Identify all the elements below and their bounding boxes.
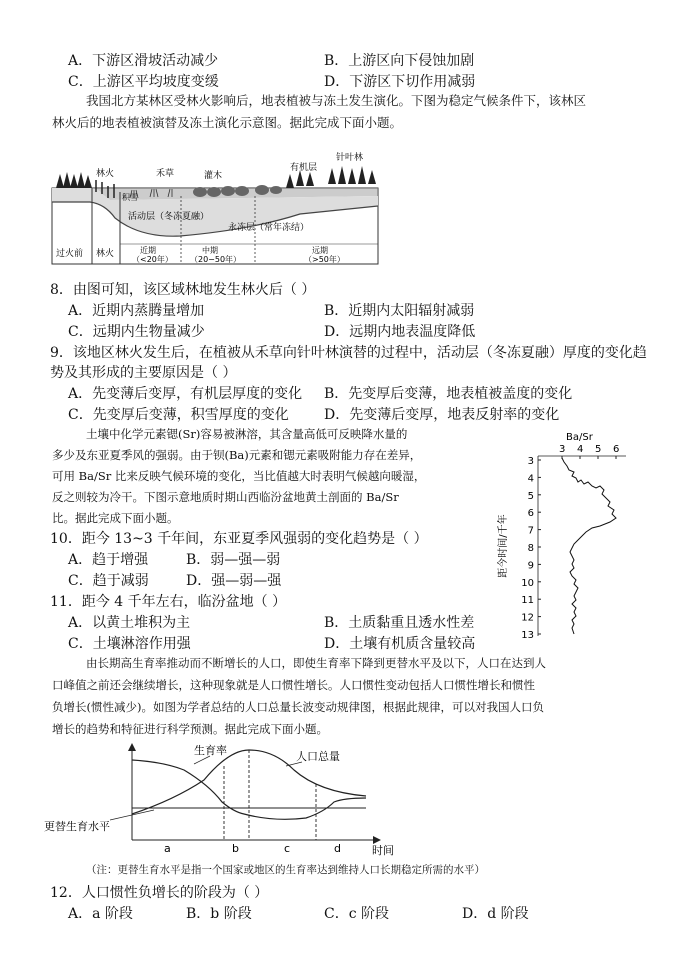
prev-option-c: C．上游区平均坡度变缓 [68, 74, 219, 90]
label-birth-rate: 生育率 [194, 744, 227, 757]
succession-diagram [50, 152, 380, 268]
y-tick-label: 5 [527, 490, 534, 502]
population-inertia-diagram [44, 740, 424, 858]
q12-stem: 12．人口惯性负增长的阶段为（ ） [50, 885, 269, 901]
q9-option-c: C．先变厚后变薄，积雪厚度的变化 [68, 407, 289, 423]
label-conifer: 针叶林 [336, 153, 364, 163]
passage3-line3: 负增长(惯性减少)。如图为学者总结的人口总量长波变动规律图，根据此规律，可以对我国人口负 [52, 700, 544, 714]
q12-option-a: A．a 阶段 [68, 906, 133, 922]
passage2-line4: 反之则较为冷干。下图示意地质时期山西临汾盆地黄土剖面的 Ba/Sr [52, 490, 399, 504]
stage-b-label: b [232, 842, 239, 855]
q9-option-d: D．先变薄后变厚，地表反射率的变化 [324, 407, 560, 423]
q10-option-c: C．趋于减弱 [68, 573, 149, 589]
label-near-range: （<20年） [132, 255, 173, 264]
chart-ylabel: 距今时间/千年 [498, 514, 509, 578]
y-tick-label: 12 [521, 612, 534, 624]
label-active-layer: 活动层（冬冻夏融） [128, 212, 210, 222]
q8-option-c: C．远期内生物量减少 [68, 324, 205, 340]
y-tick-label: 11 [521, 595, 534, 607]
passage3-line2: 口峰值之前还会继续增长，这种现象就是人口惯性增长。人口惯性变动包括人口惯性增长和惯性 [52, 678, 535, 692]
label-near-term: 近期 [140, 246, 156, 255]
y-tick-label: 7 [527, 525, 534, 537]
passage3-line1: 由长期高生育率推动而不断增长的人口，即使生育率下降到更替水平及以下，人口在达到人 [86, 656, 546, 670]
y-tick-label: 10 [521, 577, 534, 589]
prev-option-d: D．下游区下切作用减弱 [324, 74, 476, 90]
label-long-term: 远期 [312, 246, 328, 255]
passage1-line1: 我国北方某林区受林火影响后，地表植被与冻土发生演化。下图为稳定气候条件下，该林区 [86, 93, 587, 108]
y-tick-label: 3 [527, 456, 534, 467]
basr-curve [562, 458, 616, 634]
q12-option-c: C．c 阶段 [324, 906, 390, 922]
x-tick-label: 4 [577, 444, 584, 455]
q11-stem: 11．距今 4 千年左右，临汾盆地（ ） [50, 594, 287, 610]
stage-c-label: c [284, 842, 291, 855]
basr-profile-chart [496, 428, 646, 644]
y-tick-label: 4 [527, 473, 534, 485]
passage2-line1: 土壤中化学元素锶(Sr)容易被淋溶，其含量高低可反映降水量的 [86, 427, 408, 441]
y-tick-label: 8 [527, 543, 534, 554]
q11-option-b: B．土质黏重且透水性差 [324, 615, 475, 631]
stage-a-label: a [164, 842, 171, 855]
q10-stem: 10．距今 13~3 千年间，东亚夏季风强弱的变化趋势是（ ） [50, 531, 428, 547]
label-long-range: （>50年） [304, 255, 345, 264]
passage2-line2: 多少及东亚夏季风的强弱。由于钡(Ba)元素和锶元素吸附能力存在差异， [52, 448, 422, 462]
passage2-line5: 比。据此完成下面小题。 [52, 511, 179, 525]
q8-option-b: B．近期内太阳辐射减弱 [324, 303, 475, 319]
q11-option-d: D．土壤有机质含量较高 [324, 636, 476, 652]
x-tick-label: 5 [595, 444, 602, 455]
label-grass: 禾草 [156, 169, 175, 179]
q8-option-d: D．远期内地表温度降低 [324, 324, 476, 340]
q12-option-b: B．b 阶段 [186, 906, 252, 922]
label-snow: 积雪 [122, 193, 138, 202]
q10-option-b: B．弱—强—弱 [186, 552, 281, 568]
stage-d-label: d [334, 842, 341, 855]
replacement-note: （注：更替生育水平是指一个国家或地区的生育率达到维持人口长期稳定所需的水平） [86, 864, 485, 876]
x-tick-label: 6 [613, 444, 620, 455]
passage3-line4: 增长的趋势和特征进行科学预测。据此完成下面小题。 [52, 722, 328, 736]
label-before-fire: 过火前 [56, 249, 84, 259]
label-fire-stage: 林火 [96, 249, 115, 259]
prev-option-b: B．上游区向下侵蚀加剧 [324, 53, 475, 69]
y-tick-label: 13 [521, 630, 534, 641]
label-permafrost: 永冻层（常年冻结） [228, 223, 310, 233]
label-mid-term: 中期 [202, 246, 218, 255]
x-tick-label: 3 [559, 444, 566, 455]
q9-option-b: B．先变厚后变薄，地表植被盖度的变化 [324, 386, 573, 402]
chart-title: Ba/Sr [566, 432, 593, 443]
q11-option-a: A．以黄土堆积为主 [68, 615, 191, 631]
label-replacement: 更替生育水平 [44, 820, 110, 833]
y-tick-label: 6 [527, 508, 534, 520]
label-time: 时间 [372, 844, 394, 857]
q12-option-d: D．d 阶段 [462, 906, 529, 922]
label-shrub: 灌木 [204, 171, 223, 181]
label-mid-range: （20−50年） [190, 255, 242, 264]
passage1-line2: 林火后的地表植被演替及冻土演化示意图。据此完成下面小题。 [52, 115, 403, 130]
q10-option-a: A．趋于增强 [68, 552, 149, 568]
label-forest-fire: 林火 [96, 169, 115, 179]
label-population: 人口总量 [296, 750, 340, 763]
y-tick-label: 9 [527, 560, 534, 572]
q8-option-a: A．近期内蒸腾量增加 [68, 303, 205, 319]
q9-option-a: A．先变薄后变厚，有机层厚度的变化 [68, 386, 303, 402]
prev-option-a: A．下游区滑坡活动减少 [68, 53, 219, 69]
q9-stem-line1: 9．该地区林火发生后，在植被从禾草向针叶林演替的过程中，活动层（冬冻夏融）厚度的变化趋 [50, 345, 647, 361]
q8-stem: 8．由图可知，该区域林地发生林火后（ ） [50, 282, 316, 298]
label-organic-layer: 有机层 [290, 163, 318, 173]
q11-option-c: C．土壤淋溶作用强 [68, 636, 191, 652]
q9-stem-line2: 势及其形成的主要原因是（ ） [50, 365, 237, 381]
passage2-line3: 可用 Ba/Sr 比来反映气候环境的变化，当比值越大时表明气候越向暖湿， [52, 469, 426, 483]
q10-option-d: D．强—弱—强 [186, 573, 282, 589]
